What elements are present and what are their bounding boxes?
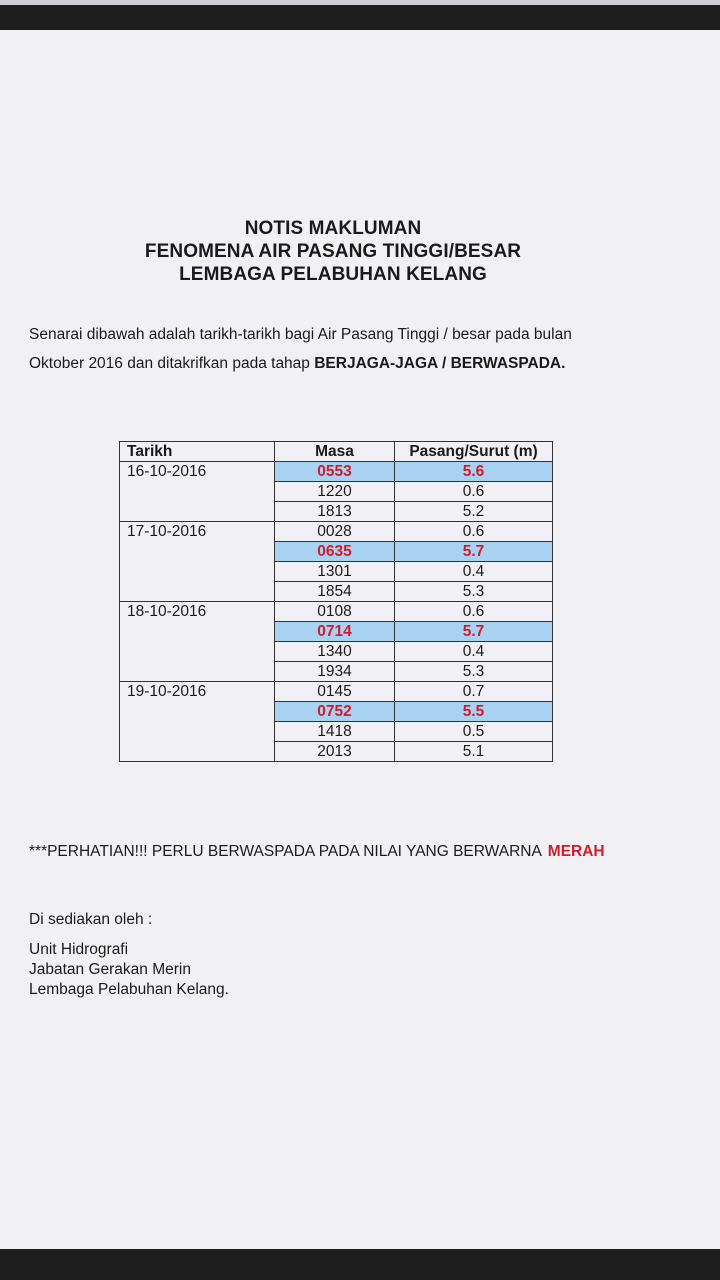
prepared-organisation: Lembaga Pelabuhan Kelang.: [29, 981, 229, 998]
header-time: Masa: [275, 442, 395, 462]
prepared-department: Jabatan Gerakan Merin: [29, 961, 191, 978]
height-cell: 5.7: [395, 622, 553, 642]
height-cell: 0.4: [395, 562, 553, 582]
time-cell: 1340: [275, 642, 395, 662]
time-cell: 1301: [275, 562, 395, 582]
time-cell: 0553: [275, 462, 395, 482]
time-cell: 0108: [275, 602, 395, 622]
time-cell: 0145: [275, 682, 395, 702]
time-cell: 1418: [275, 722, 395, 742]
table-row: [120, 462, 553, 482]
height-cell: 0.6: [395, 602, 553, 622]
table-row: [120, 602, 553, 622]
height-cell: 5.3: [395, 582, 553, 602]
table-row: [120, 682, 553, 702]
height-cell: 5.2: [395, 502, 553, 522]
time-cell: 0028: [275, 522, 395, 542]
warning-red-word: MERAH: [547, 843, 605, 860]
notice-subtitle: FENOMENA AIR PASANG TINGGI/BESAR: [144, 241, 522, 262]
date-cell: 16-10-2016: [120, 462, 275, 522]
height-cell: 5.3: [395, 662, 553, 682]
prepared-by: Di sediakan oleh :: [29, 911, 153, 928]
time-cell: 0635: [275, 542, 395, 562]
time-cell: 0752: [275, 702, 395, 722]
time-cell: 1220: [275, 482, 395, 502]
status-bar: [0, 0, 720, 30]
table-row: [120, 522, 553, 542]
date-cell: 19-10-2016: [120, 682, 275, 762]
time-cell: 1854: [275, 582, 395, 602]
height-cell: 0.7: [395, 682, 553, 702]
warning-note: ***PERHATIAN!!! PERLU BERWASPADA PADA NILAI YANG BERWARNA MERAH: [29, 843, 605, 860]
height-cell: 5.7: [395, 542, 553, 562]
intro-line-2: Oktober 2016 dan ditakrifkan pada tahap BERJAGA-JAGA / BERWASPADA.: [29, 355, 566, 372]
height-cell: 5.5: [395, 702, 553, 722]
time-cell: 0714: [275, 622, 395, 642]
height-cell: 0.5: [395, 722, 553, 742]
date-cell: 18-10-2016: [120, 602, 275, 682]
alert-level: BERJAGA-JAGA / BERWASPADA.: [314, 355, 566, 372]
prepared-unit: Unit Hidrografi: [29, 941, 129, 958]
navigation-bar: [0, 1249, 720, 1280]
time-cell: 1934: [275, 662, 395, 682]
time-cell: 2013: [275, 742, 395, 762]
date-cell: 17-10-2016: [120, 522, 275, 602]
height-cell: 0.6: [395, 482, 553, 502]
intro-line-1: Senarai dibawah adalah tarikh-tarikh bagi Air Pasang Tinggi / besar pada bulan: [29, 326, 572, 343]
tide-table: [119, 441, 553, 762]
height-cell: 0.6: [395, 522, 553, 542]
height-cell: 5.6: [395, 462, 553, 482]
time-cell: 1813: [275, 502, 395, 522]
notice-title: NOTIS MAKLUMAN: [244, 218, 422, 239]
header-height: Pasang/Surut (m): [395, 442, 553, 462]
header-date: Tarikh: [120, 442, 275, 462]
height-cell: 0.4: [395, 642, 553, 662]
height-cell: 5.1: [395, 742, 553, 762]
notice-authority: LEMBAGA PELABUHAN KELANG: [179, 264, 487, 285]
